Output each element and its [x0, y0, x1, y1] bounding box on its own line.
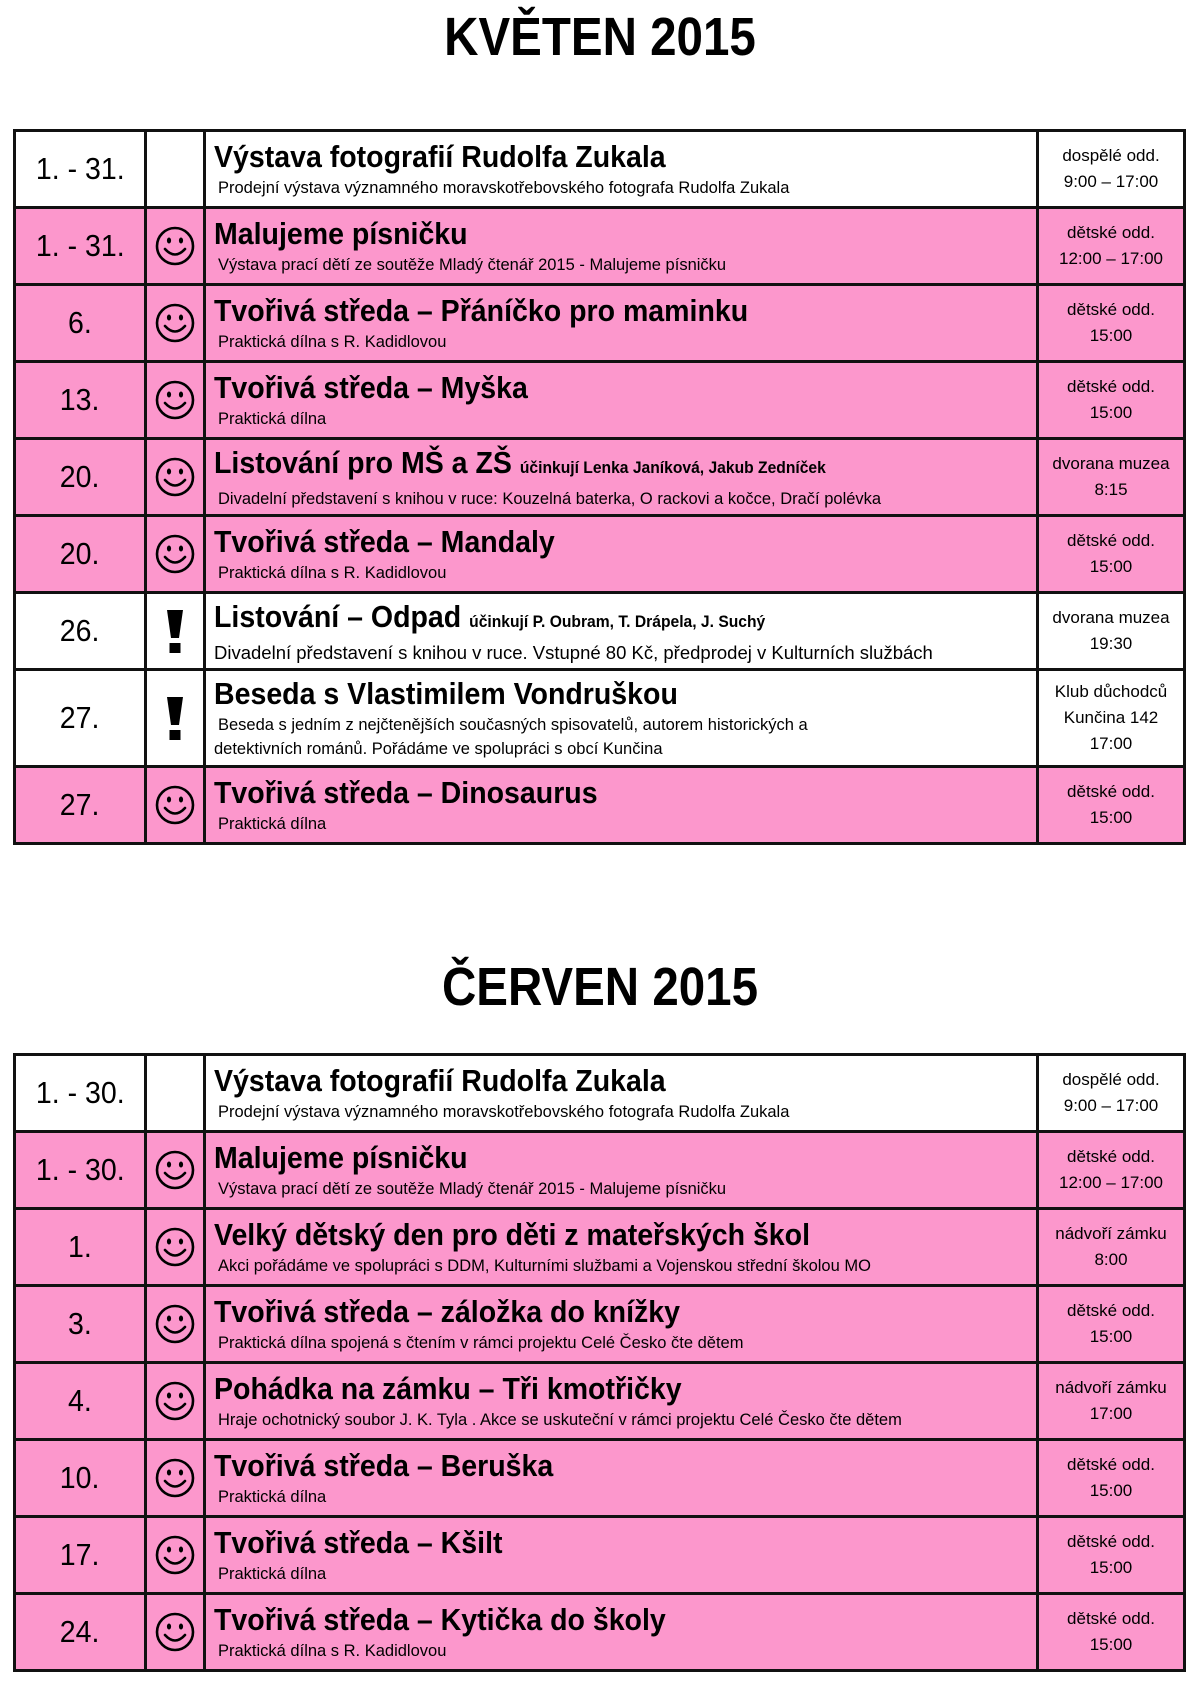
exclamation-icon [163, 622, 187, 639]
event-title [214, 1139, 965, 1177]
event-subtitle: Divadelní představení s knihou v ruce: Kouzelná baterka, O rackovi a kočce, Dračí polévka [218, 489, 882, 508]
event-date-text: 27. [60, 700, 100, 735]
event-row [15, 1594, 1185, 1671]
event-row [15, 1286, 1185, 1363]
event-performers: účinkují Lenka Janíková, Jakub Zedníček [519, 457, 826, 477]
event-date [15, 767, 146, 844]
event-title-text: Tvořivá středa – Přáníčko pro maminku [214, 293, 749, 328]
event-description [205, 131, 1038, 208]
event-place-time [1038, 208, 1185, 285]
smiley-icon [154, 1392, 196, 1409]
event-icon-cell [146, 439, 205, 516]
event-title [214, 1062, 965, 1100]
event-place-time [1038, 1440, 1185, 1517]
event-subtitle: Praktická dílna [218, 410, 327, 428]
event-date-text: 3. [68, 1306, 92, 1341]
smiley-icon [154, 1238, 196, 1255]
event-description [205, 1517, 1038, 1594]
event-title [214, 598, 965, 641]
month-title-may: KVĚTEN 2015 [444, 7, 756, 67]
event-title-text: Beseda s Vlastimilem Vondruškou [214, 676, 678, 711]
event-title-text: Tvořivá středa – Kšilt [214, 1525, 503, 1560]
event-description [205, 439, 1038, 516]
event-place-time [1038, 131, 1185, 208]
event-description [205, 362, 1038, 439]
event-date [15, 1594, 146, 1671]
event-row [15, 1209, 1185, 1286]
event-icon-cell [146, 1132, 205, 1209]
smiley-icon [154, 545, 196, 562]
month-title-june: ČERVEN 2015 [441, 957, 759, 1017]
smiley-icon [154, 1315, 196, 1332]
event-place: Klub důchodců [1054, 682, 1168, 701]
event-icon-cell [146, 1363, 205, 1440]
event-date [15, 208, 146, 285]
event-date-text: 1. - 31. [35, 228, 125, 263]
event-title [214, 292, 965, 330]
event-place-time [1038, 1594, 1185, 1671]
event-subtitle: Praktická dílna [218, 1488, 327, 1506]
event-title [214, 1216, 965, 1254]
event-date-text: 13. [60, 382, 100, 417]
event-date [15, 1363, 146, 1440]
event-icon-cell [146, 1286, 205, 1363]
event-place-time [1038, 516, 1185, 593]
event-description [205, 208, 1038, 285]
event-title [214, 523, 965, 561]
event-place: nádvoří zámku [1055, 1378, 1167, 1397]
event-time: 17:00 [1089, 1404, 1133, 1423]
event-row [15, 1440, 1185, 1517]
event-subtitle: Akci pořádáme ve spolupráci s DDM, Kulturními službami a Vojenskou střední školou MO [218, 1257, 871, 1275]
event-icon-cell [146, 767, 205, 844]
event-date-text: 1. - 30. [35, 1152, 125, 1187]
event-title-text: Velký dětský den pro děti z mateřských škol [214, 1217, 811, 1252]
smiley-icon [154, 1161, 196, 1178]
event-date-text: 24. [60, 1614, 100, 1649]
event-place-time [1038, 1132, 1185, 1209]
event-icon-cell [146, 362, 205, 439]
event-place: dětské odd. [1067, 1609, 1155, 1628]
event-date-text: 1. - 31. [35, 151, 125, 186]
event-time: 15:00 [1089, 403, 1133, 422]
event-date [15, 1132, 146, 1209]
event-place: dětské odd. [1067, 1147, 1155, 1166]
event-row [15, 208, 1185, 285]
event-description [205, 1440, 1038, 1517]
event-place: dětské odd. [1067, 782, 1155, 801]
event-description [205, 1363, 1038, 1440]
event-subtitle: Výstava prací dětí ze soutěže Mladý čtenář 2015 - Malujeme písničku [218, 1180, 727, 1198]
event-icon-cell [146, 516, 205, 593]
event-row [15, 1363, 1185, 1440]
event-description [205, 1055, 1038, 1132]
event-place-time [1038, 593, 1185, 670]
event-description [205, 593, 1038, 670]
event-title-text: Tvořivá středa – Kytička do školy [214, 1602, 666, 1637]
smiley-icon [154, 391, 196, 408]
event-row [15, 1517, 1185, 1594]
event-date [15, 1209, 146, 1286]
event-icon-cell [146, 1440, 205, 1517]
event-time: 9:00 – 17:00 [1063, 1096, 1159, 1115]
event-date-text: 1. [68, 1229, 92, 1264]
event-time: 12:00 – 17:00 [1059, 1173, 1163, 1192]
event-title [214, 369, 965, 407]
event-subtitle: Beseda s jedním z nejčtenějších současných spisovatelů, autorem historických a [218, 716, 808, 734]
event-place-time [1038, 767, 1185, 844]
event-title-text: Malujeme písničku [214, 1140, 468, 1175]
event-subtitle: Praktická dílna s R. Kadidlovou [218, 333, 447, 351]
event-row [15, 593, 1185, 670]
event-title [214, 1447, 965, 1485]
event-date [15, 670, 146, 767]
event-time: 15:00 [1089, 1327, 1133, 1346]
event-icon-cell [146, 670, 205, 767]
event-date-text: 17. [60, 1537, 100, 1572]
event-date-text: 6. [68, 305, 92, 340]
event-date [15, 593, 146, 670]
event-title-text: Tvořivá středa – záložka do knížky [214, 1294, 681, 1329]
event-description [205, 670, 1038, 767]
event-place: dětské odd. [1067, 531, 1155, 550]
event-subtitle: Divadelní představení s knihou v ruce. Vstupné 80 Kč, předprodej v Kulturních službách [214, 641, 933, 663]
event-row [15, 439, 1185, 516]
event-performers: účinkují P. Oubram, T. Drápela, J. Suchý [469, 611, 766, 631]
event-time: 15:00 [1089, 557, 1133, 576]
event-subtitle: Praktická dílna s R. Kadidlovou [218, 1642, 447, 1660]
event-subtitle: Výstava prací dětí ze soutěže Mladý čtenář 2015 - Malujeme písničku [218, 256, 727, 274]
event-place-time [1038, 362, 1185, 439]
event-row [15, 767, 1185, 844]
event-place-line2: Kunčina 142 [1063, 708, 1159, 727]
event-title [214, 1601, 965, 1639]
event-subtitle: Praktická dílna spojená s čtením v rámci projektu Celé Česko čte dětem [218, 1334, 744, 1352]
event-date [15, 131, 146, 208]
event-place: dvorana muzea [1052, 608, 1170, 627]
event-title [214, 138, 965, 176]
event-place-time [1038, 1055, 1185, 1132]
event-subtitle-line2: detektivních románů. Pořádáme ve spolupráci s obcí Kunčina [214, 740, 663, 758]
event-time: 9:00 – 17:00 [1063, 172, 1159, 191]
event-title-text: Tvořivá středa – Dinosaurus [214, 775, 598, 810]
event-date-text: 26. [60, 613, 100, 648]
event-title [214, 215, 965, 253]
event-date [15, 516, 146, 593]
event-title [214, 444, 965, 487]
event-title [214, 1370, 965, 1408]
event-place-time [1038, 1209, 1185, 1286]
event-icon-cell [146, 1517, 205, 1594]
event-time: 15:00 [1089, 808, 1133, 827]
event-row [15, 670, 1185, 767]
event-subtitle: Praktická dílna [218, 1565, 327, 1583]
event-date-text: 4. [68, 1383, 92, 1418]
event-subtitle: Praktická dílna s R. Kadidlovou [218, 564, 447, 582]
event-place: dětské odd. [1067, 1455, 1155, 1474]
event-description [205, 1209, 1038, 1286]
event-subtitle: Prodejní výstava významného moravskotřebovského fotografa Rudolfa Zukala [218, 179, 790, 197]
event-title-text: Tvořivá středa – Beruška [214, 1448, 554, 1483]
event-date [15, 1517, 146, 1594]
event-place: dětské odd. [1067, 1532, 1155, 1551]
exclamation-icon [163, 709, 187, 726]
event-subtitle: Praktická dílna [218, 815, 327, 833]
event-time: 12:00 – 17:00 [1059, 249, 1163, 268]
event-title-text: Výstava fotografií Rudolfa Zukala [214, 1063, 666, 1098]
event-description [205, 516, 1038, 593]
event-place-time [1038, 439, 1185, 516]
event-description [205, 1286, 1038, 1363]
event-date [15, 439, 146, 516]
event-row [15, 285, 1185, 362]
event-place: dětské odd. [1067, 223, 1155, 242]
smiley-icon [154, 468, 196, 485]
event-title-text: Pohádka na zámku – Tři kmotřičky [214, 1371, 682, 1406]
event-time: 19:30 [1089, 634, 1133, 653]
event-title-text: Malujeme písničku [214, 216, 468, 251]
event-date [15, 1286, 146, 1363]
event-place-time [1038, 1363, 1185, 1440]
event-place-time [1038, 285, 1185, 362]
event-date [15, 285, 146, 362]
smiley-icon [154, 796, 196, 813]
event-place: dětské odd. [1067, 1301, 1155, 1320]
event-subtitle: Prodejní výstava významného moravskotřebovského fotografa Rudolfa Zukala [218, 1103, 790, 1121]
event-title [214, 774, 965, 812]
event-row [15, 362, 1185, 439]
event-icon-cell [146, 1209, 205, 1286]
event-title-text: Tvořivá středa – Mandaly [214, 524, 555, 559]
smiley-icon [154, 237, 196, 254]
schedule-table-may [13, 129, 1186, 845]
event-description [205, 767, 1038, 844]
event-place: nádvoří zámku [1055, 1224, 1167, 1243]
event-row [15, 131, 1185, 208]
event-time: 15:00 [1089, 326, 1133, 345]
event-row [15, 1132, 1185, 1209]
event-row [15, 1055, 1185, 1132]
event-icon-cell [146, 208, 205, 285]
event-time: 15:00 [1089, 1635, 1133, 1654]
event-icon-cell [146, 593, 205, 670]
event-place: dospělé odd. [1062, 1070, 1160, 1089]
smiley-icon [154, 1546, 196, 1563]
event-place: dětské odd. [1067, 300, 1155, 319]
smiley-icon [154, 1623, 196, 1640]
event-date-text: 1. - 30. [35, 1075, 125, 1110]
smiley-icon [154, 314, 196, 331]
event-time: 17:00 [1089, 734, 1133, 753]
event-title-text: Tvořivá středa – Myška [214, 370, 528, 405]
event-time: 15:00 [1089, 1481, 1133, 1500]
event-place: dvorana muzea [1052, 454, 1170, 473]
event-title-text: Výstava fotografií Rudolfa Zukala [214, 139, 666, 174]
event-date [15, 1055, 146, 1132]
smiley-icon [154, 1469, 196, 1486]
event-date-text: 27. [60, 787, 100, 822]
event-date-text: 20. [60, 459, 100, 494]
event-icon-cell [146, 285, 205, 362]
event-time: 15:00 [1089, 1558, 1133, 1577]
event-icon-cell [146, 1594, 205, 1671]
event-icon-cell [146, 1055, 205, 1132]
event-date-text: 10. [60, 1460, 100, 1495]
event-row [15, 516, 1185, 593]
event-description [205, 285, 1038, 362]
event-place: dospělé odd. [1062, 146, 1160, 165]
event-date-text: 20. [60, 536, 100, 571]
event-title-text: Listování pro MŠ a ZŠ [214, 444, 512, 480]
event-description [205, 1594, 1038, 1671]
event-title-text: Listování – Odpad [214, 598, 462, 634]
event-time: 8:15 [1094, 480, 1128, 499]
event-title [214, 1293, 965, 1331]
event-date [15, 1440, 146, 1517]
event-place-time [1038, 1517, 1185, 1594]
schedule-table-june [13, 1053, 1186, 1672]
event-icon-cell [146, 131, 205, 208]
event-place-time [1038, 1286, 1185, 1363]
event-title [214, 1524, 965, 1562]
event-subtitle: Hraje ochotnický soubor J. K. Tyla . Akce se uskuteční v rámci projektu Celé Česko čte dětem [218, 1411, 902, 1429]
event-time: 8:00 [1094, 1250, 1128, 1269]
event-place-time [1038, 670, 1185, 767]
event-date [15, 362, 146, 439]
event-description [205, 1132, 1038, 1209]
event-title [214, 675, 965, 713]
event-place: dětské odd. [1067, 377, 1155, 396]
